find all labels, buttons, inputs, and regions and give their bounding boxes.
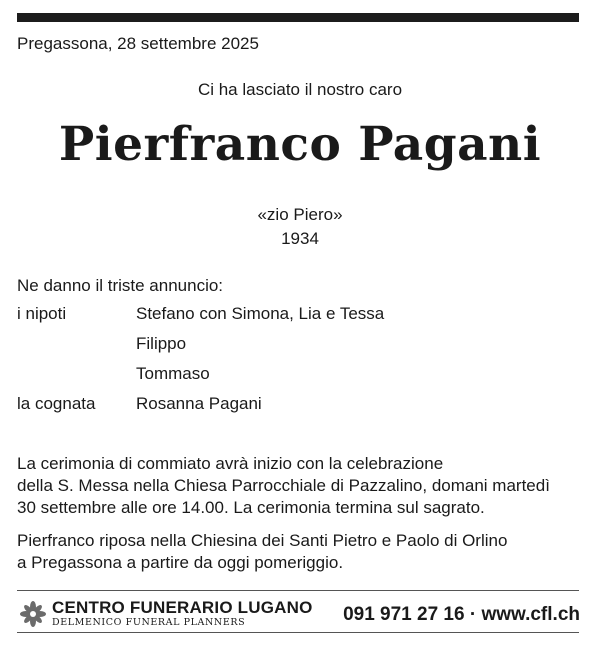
family-row — [17, 394, 577, 424]
lily-flower-icon — [20, 601, 46, 627]
contact-info: 091 971 27 16 · www.cfl.ch — [343, 604, 580, 625]
resting-line: a Pregassona a partire da oggi pomeriggio. — [17, 553, 344, 572]
announcement-lead: Ne danno il triste annuncio: — [17, 276, 224, 295]
funeral-home-subtitle: DELMENICO FUNERAL PLANNERS — [52, 617, 246, 628]
top-rule — [17, 13, 579, 22]
nickname: «zio Piero» — [257, 205, 343, 224]
family-name: Tommaso — [136, 364, 210, 383]
ceremony-line: La cerimonia di commiato avrà inizio con la celebrazione — [17, 454, 444, 473]
footer-bottom-rule — [17, 632, 579, 633]
family-list — [17, 304, 577, 424]
family-name: Rosanna Pagani — [136, 394, 262, 413]
intro-line: Ci ha lasciato il nostro caro — [197, 80, 403, 99]
ceremony-paragraph — [17, 453, 587, 519]
birth-year: 1934 — [281, 229, 319, 248]
family-row — [17, 334, 577, 364]
deceased-name: Pierfranco Pagani — [58, 117, 542, 172]
place-date: Pregassona, 28 settembre 2025 — [17, 34, 259, 53]
funeral-home-name: CENTRO FUNERARIO LUGANO — [52, 598, 313, 617]
ceremony-line: della S. Messa nella Chiesa Parrocchiale di Pazzalino, domani martedì — [17, 476, 550, 495]
family-row — [17, 364, 577, 394]
ceremony-line: 30 settembre alle ore 14.00. La cerimonia termina sul sagrato. — [17, 498, 485, 517]
family-name: Filippo — [136, 334, 187, 353]
family-relation: la cognata — [17, 394, 96, 413]
family-relation: i nipoti — [17, 304, 67, 323]
family-row — [17, 304, 577, 334]
resting-line: Pierfranco riposa nella Chiesina dei Santi Pietro e Paolo di Orlino — [17, 531, 508, 550]
resting-paragraph — [17, 530, 587, 574]
family-name: Stefano con Simona, Lia e Tessa — [136, 304, 385, 323]
footer-top-rule — [17, 590, 579, 591]
